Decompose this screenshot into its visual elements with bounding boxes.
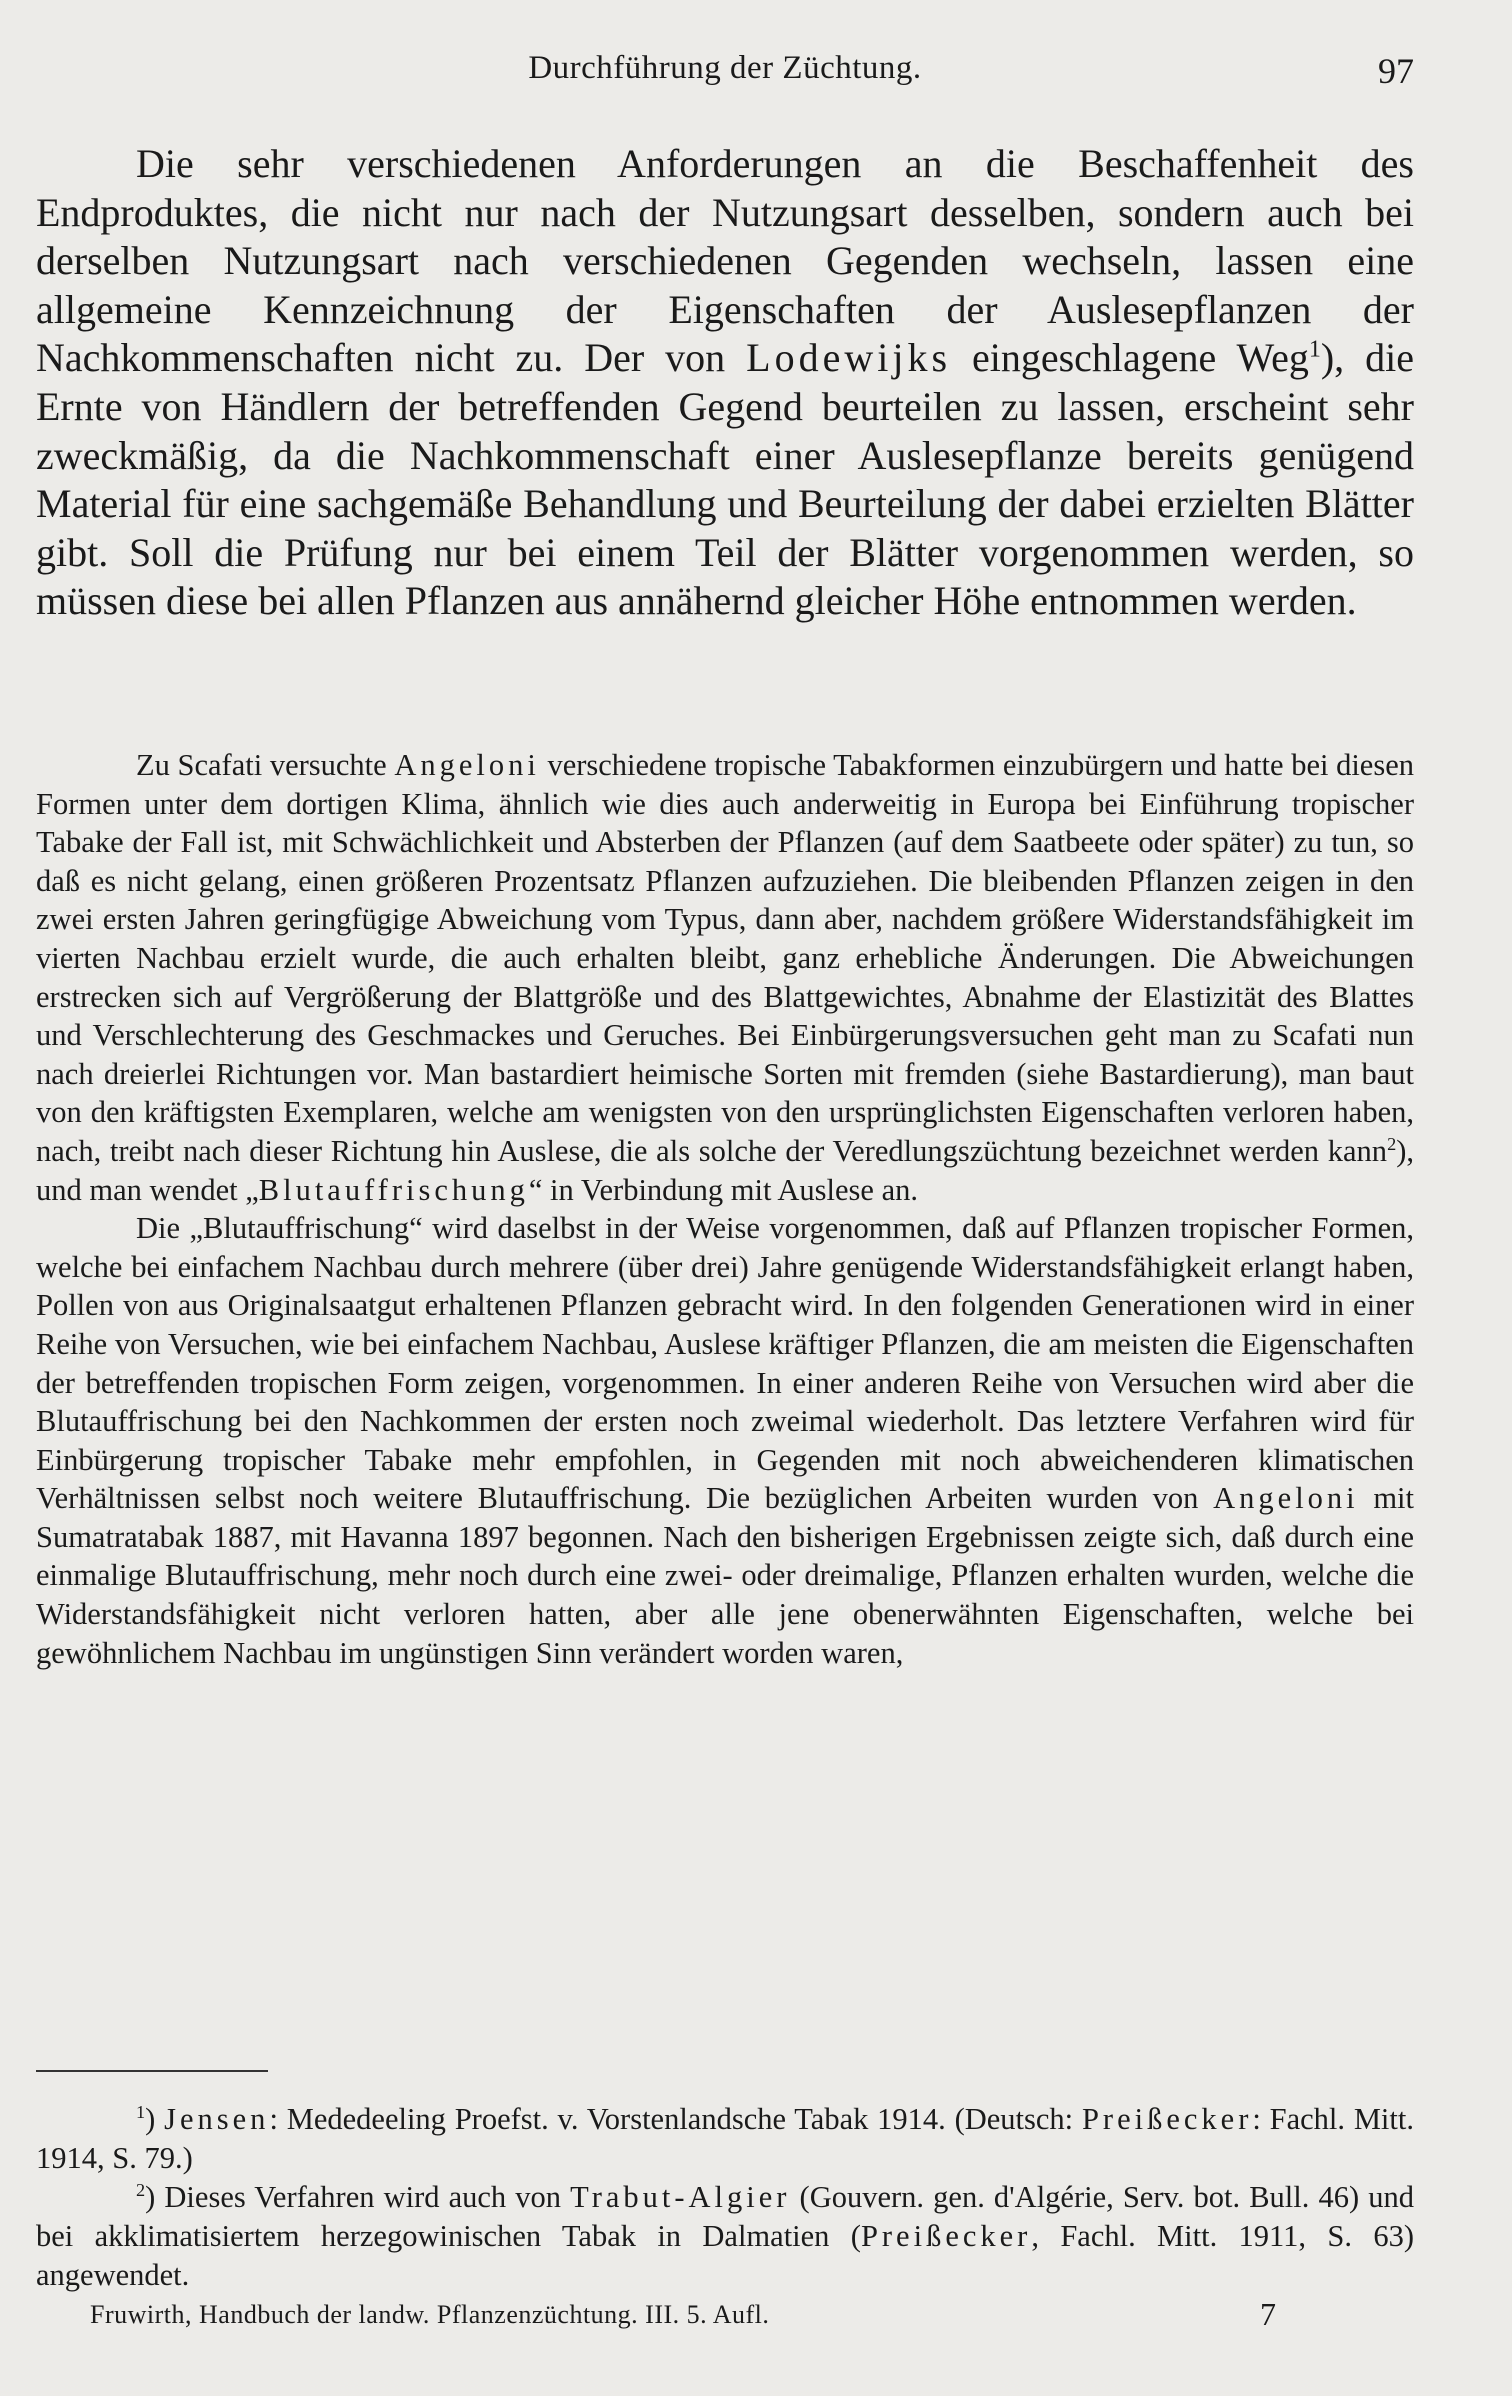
- term-blutauffrischung: Blutauffrischung: [258, 1172, 529, 1207]
- small-paragraph-2-text-2: mit Sumatratabak 1887, mit Havanna 1897 begonnen. Nach den bisherigen Ergebnissen zeigte sich, daß durch eine einmalige Blutauffrischung, mehr noch durch eine zwei- oder dreimalige, Pflanzen erhalten wurden, welche die Widerstandsfähigkeit nicht verloren hatten, aber alle jene obenerwähnten Eigenschaften, welche bei gewöhnlichem Nachbau im ungünstigen Sinn verändert worden waren,: [36, 1481, 1415, 1670]
- footnotes-block: [36, 2100, 1414, 2295]
- footnote-1-author-2: Preißecker: [1081, 2102, 1253, 2136]
- author-name-angeloni-2: Angeloni: [1213, 1481, 1359, 1516]
- sheet-signature: 7: [1260, 2296, 1276, 2332]
- small-paragraph-2: [36, 1209, 1414, 1672]
- page-number: 97: [1378, 51, 1414, 91]
- main-paragraph-text-3: ), die Ernte von Händlern der betreffenden Gegend beurteilen zu lassen, erscheint sehr zweckmäßig, da die Nachkommenschaft einer Auslesepflanze bereits genügend Material für eine sachgemäße Behandlung und Beurteilung der dabei erzielten Blätter gibt. Soll die Prüfung nur bei einem Teil der Blätter vorgenommen werden, so müssen diese bei allen Pflanzen aus annähernd gleicher Höhe entnommen werden.: [36, 335, 1414, 624]
- page-footer: [90, 2296, 1390, 2340]
- footnote-2-marker: 2: [136, 2179, 146, 2200]
- footnote-ref-2: 2: [1387, 1133, 1397, 1154]
- footnote-2-author: Trabut-Algier: [570, 2180, 791, 2214]
- small-paragraph-1-text-3: ), und man wendet „: [36, 1133, 1414, 1207]
- small-text-block: [36, 746, 1414, 1672]
- footnote-2-author-2: Preißecker: [860, 2219, 1032, 2253]
- footnote-2-text-1: Dieses Verfahren wird auch von: [164, 2180, 571, 2214]
- small-paragraph-2-text-1: Die „Blutauffrischung“ wird daselbst in der Weise vorgenommen, daß auf Pflanzen tropischer Formen, welche bei einfachem Nachbau durch mehrere (über drei) Jahre genügende Widerstandsfähigkeit erlangt haben, Pollen von aus Originalsaatgut erhaltenen Pflanzen gebracht wird. In den folgenden Generationen wird in einer Reihe von Versuchen, wie bei einfachem Nachbau, Auslese kräftiger Pflanzen, die am meisten die Eigenschaften der betreffenden tropischen Form zeigen, vorgenommen. In einer anderen Reihe von Versuchen wird aber die Blutauffrischung bei den Nachkommen der ersten noch zweimal wiederholt. Das letztere Verfahren wird für Einbürgerung tropischer Tabake mehr empfohlen, in Gegenden mit noch abweichenderen klimatischen Verhältnissen selbst noch weitere Blutauffrischung. Die bezüglichen Arbeiten wurden von: [36, 1211, 1414, 1516]
- footnote-2-text-3: , Fachl. Mitt. 1911, S. 63) angewendet.: [36, 2219, 1414, 2292]
- footnote-ref-1: 1: [1308, 337, 1321, 364]
- small-paragraph-1-text-1: Zu Scafati versuchte: [136, 748, 395, 782]
- author-name-angeloni: Angeloni: [394, 748, 540, 782]
- small-paragraph-1: [36, 746, 1414, 1209]
- running-title: Durchführung der Züchtung.: [528, 50, 922, 86]
- main-paragraph: [36, 140, 1414, 626]
- author-name-lodewijks: Lodewijks: [746, 335, 952, 381]
- footnote-1-marker: 1: [136, 2101, 146, 2122]
- footnote-1-text-2: : Fachl. Mitt. 1914, S. 79.): [36, 2102, 1414, 2175]
- small-paragraph-1-text-4: “ in Verbindung mit Auslese an.: [528, 1172, 919, 1207]
- small-paragraph-1-text-2: verschiedene tropische Tabakformen einzubürgern und hatte bei diesen Formen unter dem dortigen Klima, ähnlich wie dies auch anderweitig in Europa bei Einführung tropischer Tabake der Fall ist, mit Schwächlichkeit und Absterben der Pflanzen (auf dem Saatbeete oder später) zu tun, so daß es nicht gelang, einen größeren Prozentsatz Pflanzen aufzuziehen. Die bleibenden Pflanzen zeigen in den zwei ersten Jahren geringfügige Abweichung vom Typus, dann aber, nachdem größere Widerstandsfähigkeit im vierten Nachbau erzielt wurde, die auch erhalten bleibt, ganz erhebliche Änderungen. Die Abweichungen erstrecken sich auf Vergrößerung der Blattgröße und des Blattgewichtes, Abnahme der Elastizität des Blattes und Verschlechterung des Geschmackes und Geruches. Bei Einbürgerungsversuchen geht man zu Scafati nun nach dreierlei Richtungen vor. Man bastardiert heimische Sorten mit fremden (siehe Bastardierung), man baut von den kräftigsten Exemplaren, welche am wenigsten von den ursprünglichsten Eigenschaften verloren haben, nach, treibt nach dieser Richtung hin Auslese, die als solche der Veredlungszüchtung bezeichnet werden kann: [36, 748, 1414, 1168]
- footnote-1-text-1: : Mededeeling Proefst. v. Vorstenlandsche Tabak 1914. (Deutsch:: [269, 2102, 1082, 2136]
- footnote-2: $^2$) Dieses Verfahren wird auch von Trabut-Algier (Gouvern. gen. d'Algérie, Serv. bot. Bull. 46) und bei akklimatisiertem herzegowinischen Tabak in Dalmatien (Preißecker, Fachl. Mitt. 1911, S. 63) angewendet.: [36, 2179, 1414, 2292]
- main-paragraph-text-1: Die sehr verschiedenen Anforderungen an die Beschaffenheit des Endproduktes, die nicht nur nach der Nutzungsart desselben, sondern auch bei derselben Nutzungsart nach verschiedenen Gegenden wechseln, lassen eine allgemeine Kennzeichnung der Eigenschaften der Auslesepflanzen der Nachkommenschaften nicht zu. Der von: [36, 141, 1414, 381]
- footnote-1-author: Jensen: [164, 2102, 270, 2136]
- main-paragraph-text-2: eingeschlagene Weg: [951, 335, 1309, 381]
- footnote-2-text-2: (Gouvern. gen. d'Algérie, Serv. bot. Bull. 46) und bei akklimatisiertem herzegowinischen Tabak in Dalmatien (: [36, 2180, 1414, 2253]
- main-text-block: [36, 140, 1414, 626]
- imprint-line: Fruwirth, Handbuch der landw. Pflanzenzüchtung. III. 5. Aufl.: [90, 2300, 770, 2329]
- footnote-divider: [36, 2070, 268, 2072]
- footnote-1: $^1$) Jensen: Mededeeling Proefst. v. Vorstenlandsche Tabak 1914. (Deutsch: Preißecker: Fachl. Mitt. 1914, S. 79.): [36, 2101, 1414, 2175]
- page-header: [36, 50, 1414, 100]
